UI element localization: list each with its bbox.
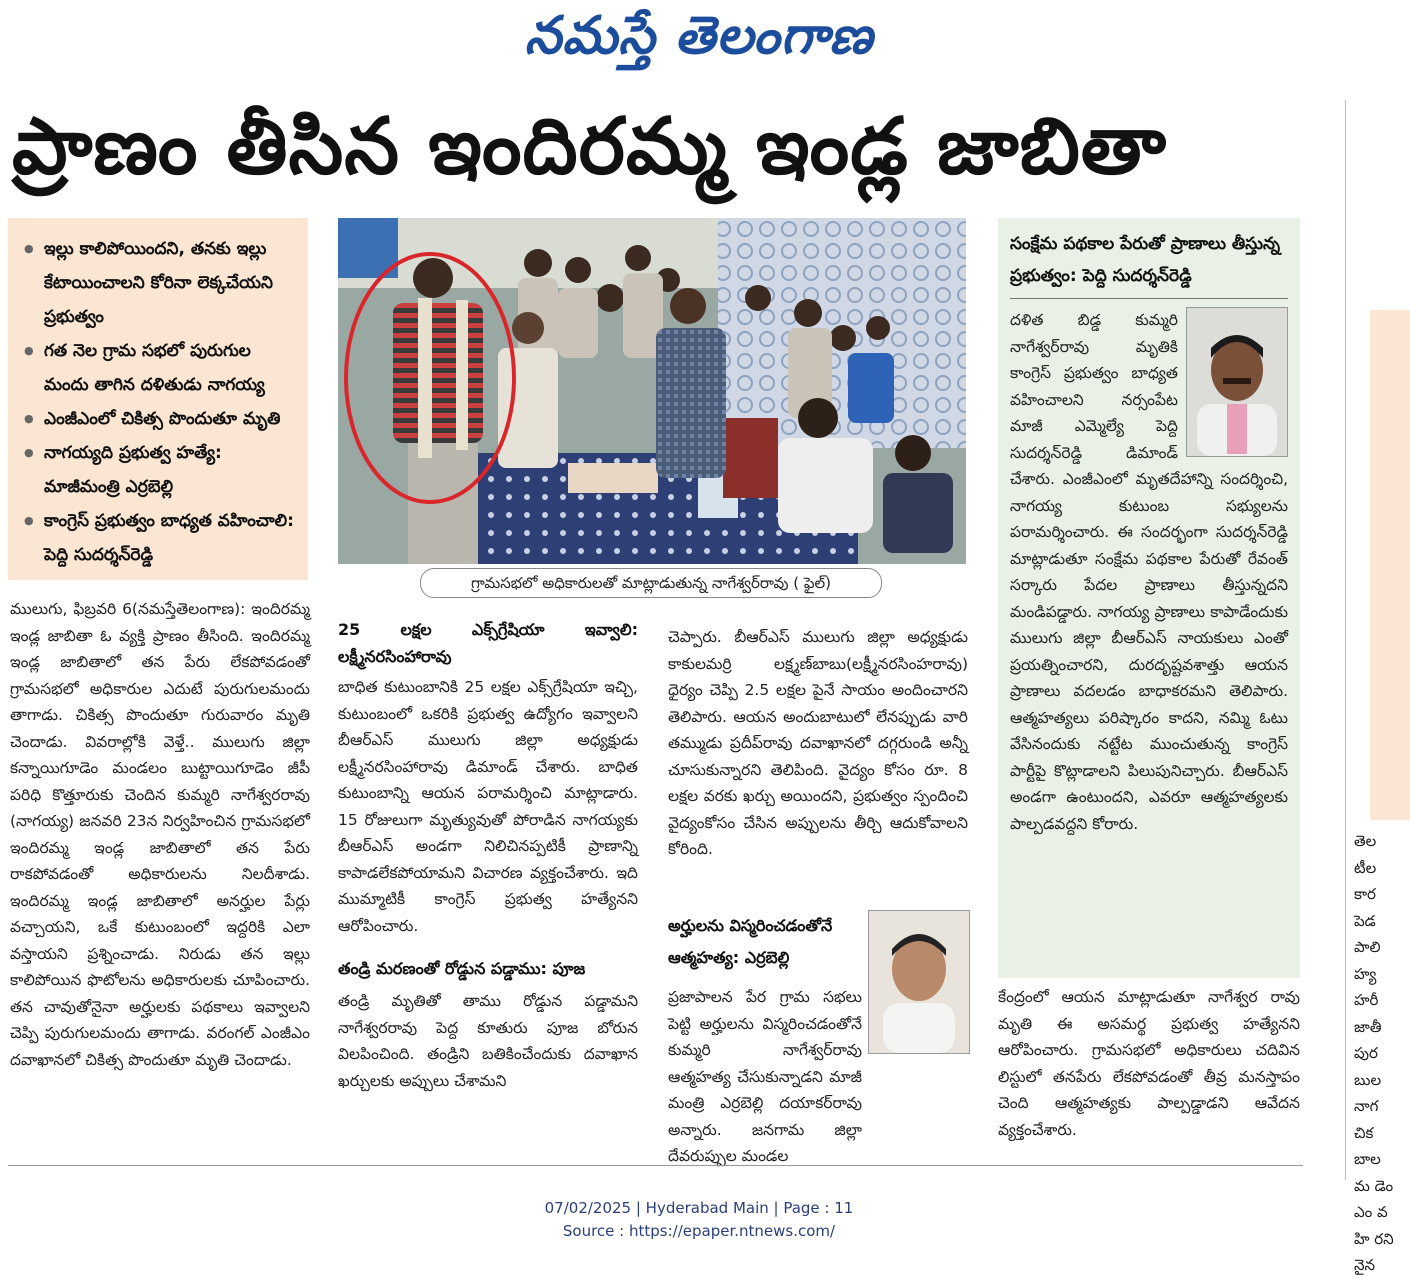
portrait-errabelli	[868, 910, 970, 1054]
photo-caption: గ్రామసభలో అధికారులతో మాట్లాడుతున్న నాగేశ్వర్‌రావు ( ఫైల్)	[420, 568, 882, 598]
footer-date-edition: 07/02/2025 | Hyderabad Main | Page : 11	[544, 1199, 854, 1217]
side-story-heading: సంక్షేమ పథకాల పేరుతో ప్రాణాలు తీస్తున్న ప్రభుత్వం: పెద్ది సుదర్శన్‌రెడ్డి	[1010, 228, 1288, 299]
article-paragraph: ప్రజాపాలన పేర గ్రామ సభలు పెట్టి అర్హులను విస్మరించడంతోనే కుమ్మరి నాగేశ్వర్‌రావు ఆత్మహత్య చేసుకున్నాడని మాజీ మంత్రి ఎర్రబెల్లి దయాకర్‌రావు అన్నారు. జనగామ జిల్లా దేవరుప్పుల మండల	[668, 988, 862, 1165]
article-column-2	[338, 616, 638, 1156]
highlight-item: ● గత నెల గ్రామ సభలో పురుగుల మందు తాగిన దళితుడు నాగయ్య	[18, 334, 298, 402]
adjacent-highlight-box	[1370, 310, 1410, 820]
article-paragraph: దళిత బిడ్డ కుమ్మరి నాగేశ్వర్‌రావు మృతికి కాంగ్రెస్ ప్రభుత్వం బాధ్యత వహించాలని నర్సంపేట మాజీ ఎమ్మెల్యే పెద్ది సుదర్శన్‌రెడ్డి డిమాండ్ చేశారు. ఎంజీఎంలో మృతదేహాన్ని సందర్శించి, నాగయ్య కుటుంబ సభ్యులను పరామర్శించారు. ఈ సందర్భంగా సుదర్శన్‌రెడ్డి మాట్లాడుతూ సంక్షేమ పథకాల పేరుతో రేవంత్ సర్కారు పేదల ప్రాణాలు తీస్తున్నదని మండిపడ్డారు. నాగయ్య ప్రాణాలు కాపాడేందుకు ములుగు జిల్లా బీఆర్‌ఎస్ నాయకులు ఎంతో ప్రయత్నించారని, దురదృష్టవశాత్తు ఆయన ప్రాణాలు వదలడం బాధాకరమని తెలిపారు. ఆత్మహత్యలు పరిష్కారం కాదని, నమ్మి ఓటు వేసినందుకు నట్టేట ముంచుతున్న కాంగ్రెస్ పార్టీపై కొట్లాడాలని పిలుపునిచ్చారు. బీఆర్‌ఎస్ అండగా ఉంటుందని, ఎవరూ ఆత్మహత్యలకు పాల్పడవద్దని కోరారు.	[1010, 311, 1288, 833]
article-paragraph: బాధిత కుటుంబానికి 25 లక్షల ఎక్స్‌గ్రేషియా ఇచ్చి, కుటుంబంలో ఒకరికి ప్రభుత్వ ఉద్యోగం ఇవ్వాలని బీఆర్‌ఎస్ ములుగు జిల్లా అధ్యక్షుడు లక్ష్మీనరసింహారావు డిమాండ్ చేశారు. బాధిత కుటుంబాన్ని ఆయన పరామర్శించి మాట్లాడారు. 15 రోజులుగా మృత్యువుతో పోరాడిన నాగయ్యకు బీఆర్‌ఎస్ అండగా నిలిచినప్పటికీ ప్రాణాన్ని కాపాడలేకపోయామని విచారణ వ్యక్తంచేశారు. ఇది ముమ్మాటికీ కాంగ్రెస్ ప్రభుత్వ హత్యేనని ఆరోపించారు.	[338, 678, 638, 935]
article-paragraph: చెప్పారు. బీఆర్‌ఎస్ ములుగు జిల్లా అధ్యక్షుడు కాకులమర్రి లక్ష్మణ్‌బాబు(లక్ష్మీనరసింహరావు) ధైర్యం చెప్పి 2.5 లక్షల పైనే సాయం అందించారని తెలిపారు. ఆయన అందుబాటులో లేనప్పుడు వారి తమ్ముడు ప్రదీప్‌రావు దవాఖానలో దగ్గరుండి అన్నీ చూసుకున్నారని తెలిపింది. వైద్యం కోసం రూ. 8 లక్షల వరకు ఖర్చు అయిందని, ప్రభుత్వం స్పందించి వైద్యంకోసం చేసిన అప్పులను తీర్చి ఆదుకోవాలని కోరింది.	[668, 628, 968, 858]
page-headline: ప్రాణం తీసిన ఇందిరమ్మ ఇండ్ల జాబితా	[12, 102, 1167, 192]
article-column-1	[10, 596, 310, 1156]
article-paragraph: కేంద్రంలో ఆయన మాట్లాడుతూ నాగేశ్వర రావు మృతి ఈ అసమర్థ ప్రభుత్వ హత్యేనని ఆరోపించారు. గ్రామసభలో అధికారులు చదివిన లిస్టులో తనపేరు లేకపోవడంతో తీవ్ర మనస్తాపం చెంది ఆత్మహత్యకు పాల్పడ్డాడని ఆవేదన వ్యక్తంచేశారు.	[998, 988, 1300, 1139]
side-story-body	[1010, 307, 1288, 837]
article-column-3	[668, 624, 968, 894]
portrait-peddi-sudarshan-reddy	[1186, 307, 1288, 457]
subheading: అర్హులను విస్మరించడంతోనే ఆత్మహత్య: ఎర్రబెల్లి	[668, 916, 833, 967]
article-paragraph: ములుగు, ఫిబ్రవరి 6(నమస్తేతెలంగాణ): ఇందిరమ్మ ఇండ్ల జాబితా ఓ వ్యక్తి ప్రాణం తీసింది. ఇందిరమ్మ ఇండ్ల జాబితాలో తన పేరు లేకపోవడంతో గ్రామసభలో అధికారుల ఎదుటే పురుగులమందు తాగాడు. చికిత్స పొందుతూ గురువారం మృతి చెందాడు. వివరాల్లోకి వెళ్తే.. ములుగు జిల్లా కన్నాయిగూడెం మండలం బుట్టాయిగూడెం జీపీ పరిధి కొత్తూరుకు చెందిన కుమ్మరి నాగేశ్వరరావు (నాగయ్య) జనవరి 23న నిర్వహించిన గ్రామసభలో ఇందిరమ్మ ఇండ్ల జాబితాలో తన పేరు రాకపోవడంతో అధికారులను నిలదీశాడు. ఇందిరమ్మ ఇండ్ల జాబితాలో అనర్హుల పేర్లు వచ్చాయని, ఒకే కుటుంబంలో ఇద్దరికి ఎలా వస్తాయని ప్రశ్నించాడు. నిరుడు తన ఇల్లు కాలిపోయిన ఫొటోలను అధికారులకు చూపించారు. తన చావుతోనైనా అర్హులకు పథకాలు ఇవ్వాలని చెప్పి పురుగులమందు తాగాడు. వరంగల్ ఎంజీఎం దవాఖానలో చికిత్స పొందుతూ మృతి చెందాడు.	[10, 600, 310, 1069]
highlight-item: ● కాంగ్రెస్ ప్రభుత్వం బాధ్యత వహించాలి: పెద్ది సుదర్శన్‌రెడ్డి	[18, 504, 298, 572]
subheading: తండ్రి మరణంతో రోడ్డున పడ్డాము: పూజ	[338, 959, 586, 978]
highlight-item: ● ఇల్లు కాలిపోయిందని, తనకు ఇల్లు కేటాయించాలని కోరినా లెక్కచేయని ప్రభుత్వం	[18, 232, 298, 334]
highlights-list	[18, 232, 298, 572]
footer-source: Source : https://epaper.ntnews.com/	[562, 1222, 836, 1240]
adjacent-article-edge	[1352, 218, 1398, 1274]
news-photo	[338, 218, 966, 564]
article-column-4	[998, 984, 1300, 1154]
side-story-box	[998, 218, 1300, 978]
bottom-rule	[8, 1165, 1303, 1166]
adjacent-text: తెల టీల కార పెడ పాలి హ్య హరీ జాతీ పుర బుల నాగ చిక బాల మ డెం ఎం వహి రని నైన	[1354, 832, 1394, 1274]
highlights-box	[8, 218, 308, 580]
subheading: 25 లక్షల ఎక్స్‌గ్రేషియా ఇవ్వాలి: లక్ష్మీనరసింహారావు	[338, 620, 638, 666]
article-column-3b	[668, 984, 862, 1165]
newspaper-masthead: నమస్తే తెలంగాణ	[524, 6, 874, 66]
highlight-item: ● ఎంజీఎంలో చికిత్స పొందుతూ మృతి	[18, 402, 298, 436]
highlight-item: ● నాగయ్యది ప్రభుత్వ హత్యే: మాజీమంత్రి ఎర్రబెల్లి	[18, 436, 298, 504]
column-divider	[1345, 100, 1346, 1180]
article-paragraph: తండ్రి మృతితో తాము రోడ్డున పడ్డామని నాగేశ్వరరావు పెద్ద కూతురు పూజ బోరున విలపించింది. తండ్రిని బతికించేందుకు దవాఖాన ఖర్చులకు అప్పులు చేశామని	[338, 992, 638, 1090]
subheading-block	[668, 910, 858, 980]
